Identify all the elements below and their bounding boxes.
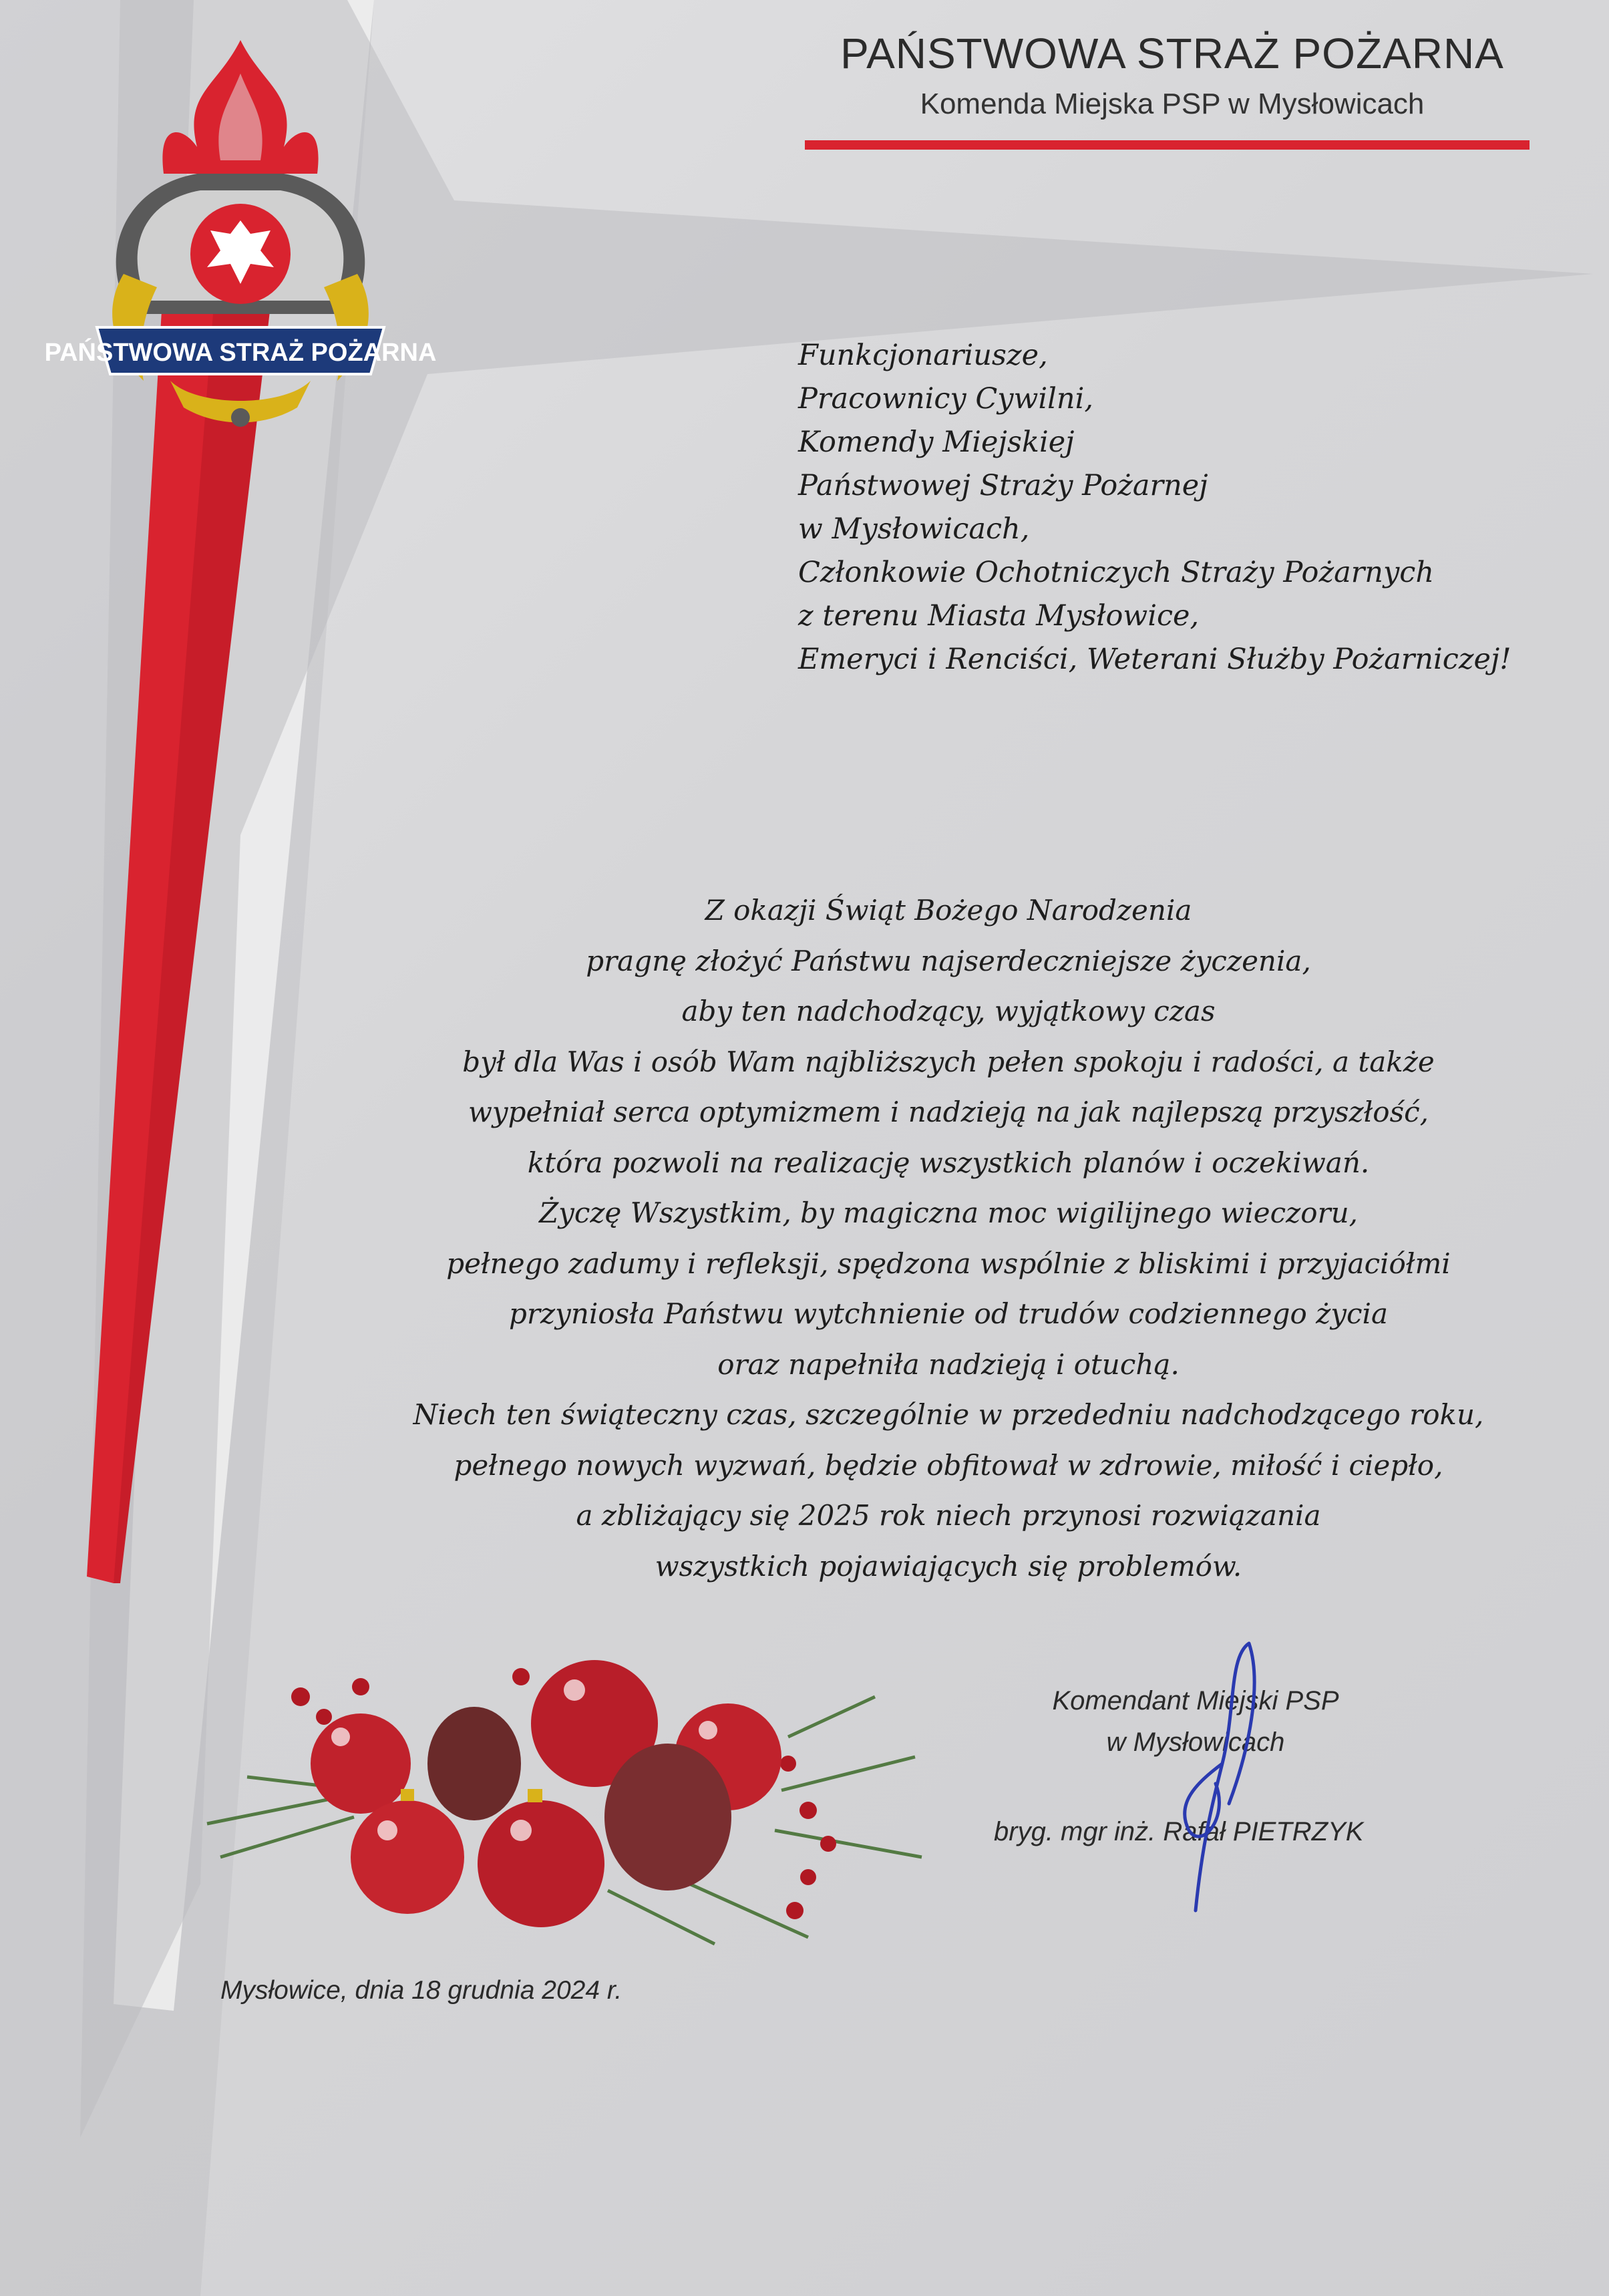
body-line: Z okazji Świąt Bożego Narodzenia [705, 894, 1192, 927]
body-line: oraz napełniła nadzieją i otuchą. [717, 1347, 1180, 1381]
body-line: która pozwoli na realizację wszystkich planów i oczekiwań. [527, 1146, 1370, 1179]
addressee-line: w Mysłowicach, [798, 512, 1030, 546]
body-line: wszystkich pojawiających się problemów. [655, 1549, 1242, 1583]
body-line: pełnego nowych wyzwań, będzie obfitował w zdrowie, miłość i ciepło, [454, 1448, 1443, 1482]
letterhead [788, 27, 1556, 124]
body-line: aby ten nadchodzący, wyjątkowy czas [681, 995, 1216, 1027]
body-line: Życzę Wszystkim, by magiczna moc wigilijnego wieczoru, [538, 1196, 1359, 1229]
body-line: przyniosła Państwu wytchnienie od trudów codziennego życia [509, 1297, 1388, 1330]
addressee-line: Funkcjonariusze, [798, 339, 1048, 372]
body-line: pragnę złożyć Państwu najserdeczniejsze życzenia, [586, 944, 1311, 977]
body-line: wypełniał serca optymizmem i nadzieją na jak najlepszą przyszłość, [468, 1096, 1429, 1128]
addressee-line: Emeryci i Renciści, Weterani Służby Pożarniczej! [798, 643, 1511, 676]
signatory-position: Komendant Miejski PSP [1052, 1686, 1339, 1715]
greeting-body [374, 885, 1523, 1591]
handwritten-signature [1149, 1630, 1269, 1937]
addressee-line: Pracownicy Cywilni, [798, 382, 1094, 416]
body-line: a zbliżający się 2025 rok niech przynosi rozwiązania [576, 1499, 1321, 1532]
letterhead-divider [805, 140, 1530, 150]
institution-subtitle: Komenda Miejska PSP w Mysłowicach [920, 88, 1425, 120]
body-line: był dla Was i osób Wam najbliższych pełen spokoju i radości, a także [462, 1045, 1435, 1078]
emblem-banner-text: PAŃSTWOWA STRAŻ POŻARNA [44, 339, 437, 367]
psp-emblem [44, 33, 437, 438]
addressee-line: Komendy Miejskiej [798, 426, 1075, 459]
addressee-line: z terenu Miasta Mysłowice, [798, 599, 1200, 633]
christmas-ornament-image [207, 1657, 928, 1954]
addressee-line: Państwowej Straży Pożarnej [798, 469, 1208, 502]
institution-title: PAŃSTWOWA STRAŻ POŻARNA [840, 29, 1504, 77]
addressee-block [798, 334, 1533, 681]
body-line: pełnego zadumy i refleksji, spędzona wspólnie z bliskimi i przyjaciółmi [446, 1247, 1451, 1280]
place-and-date: Mysłowice, dnia 18 grudnia 2024 r. [220, 1976, 622, 2005]
addressee-line: Członkowie Ochotniczych Straży Pożarnych [798, 556, 1435, 589]
signatory-name: bryg. mgr inż. Rafał PIETRZYK [994, 1817, 1364, 1846]
body-line: Niech ten świąteczny czas, szczególnie w przededniu nadchodzącego roku, [413, 1398, 1484, 1431]
signatory-unit: w Mysłowicach [1106, 1728, 1285, 1757]
